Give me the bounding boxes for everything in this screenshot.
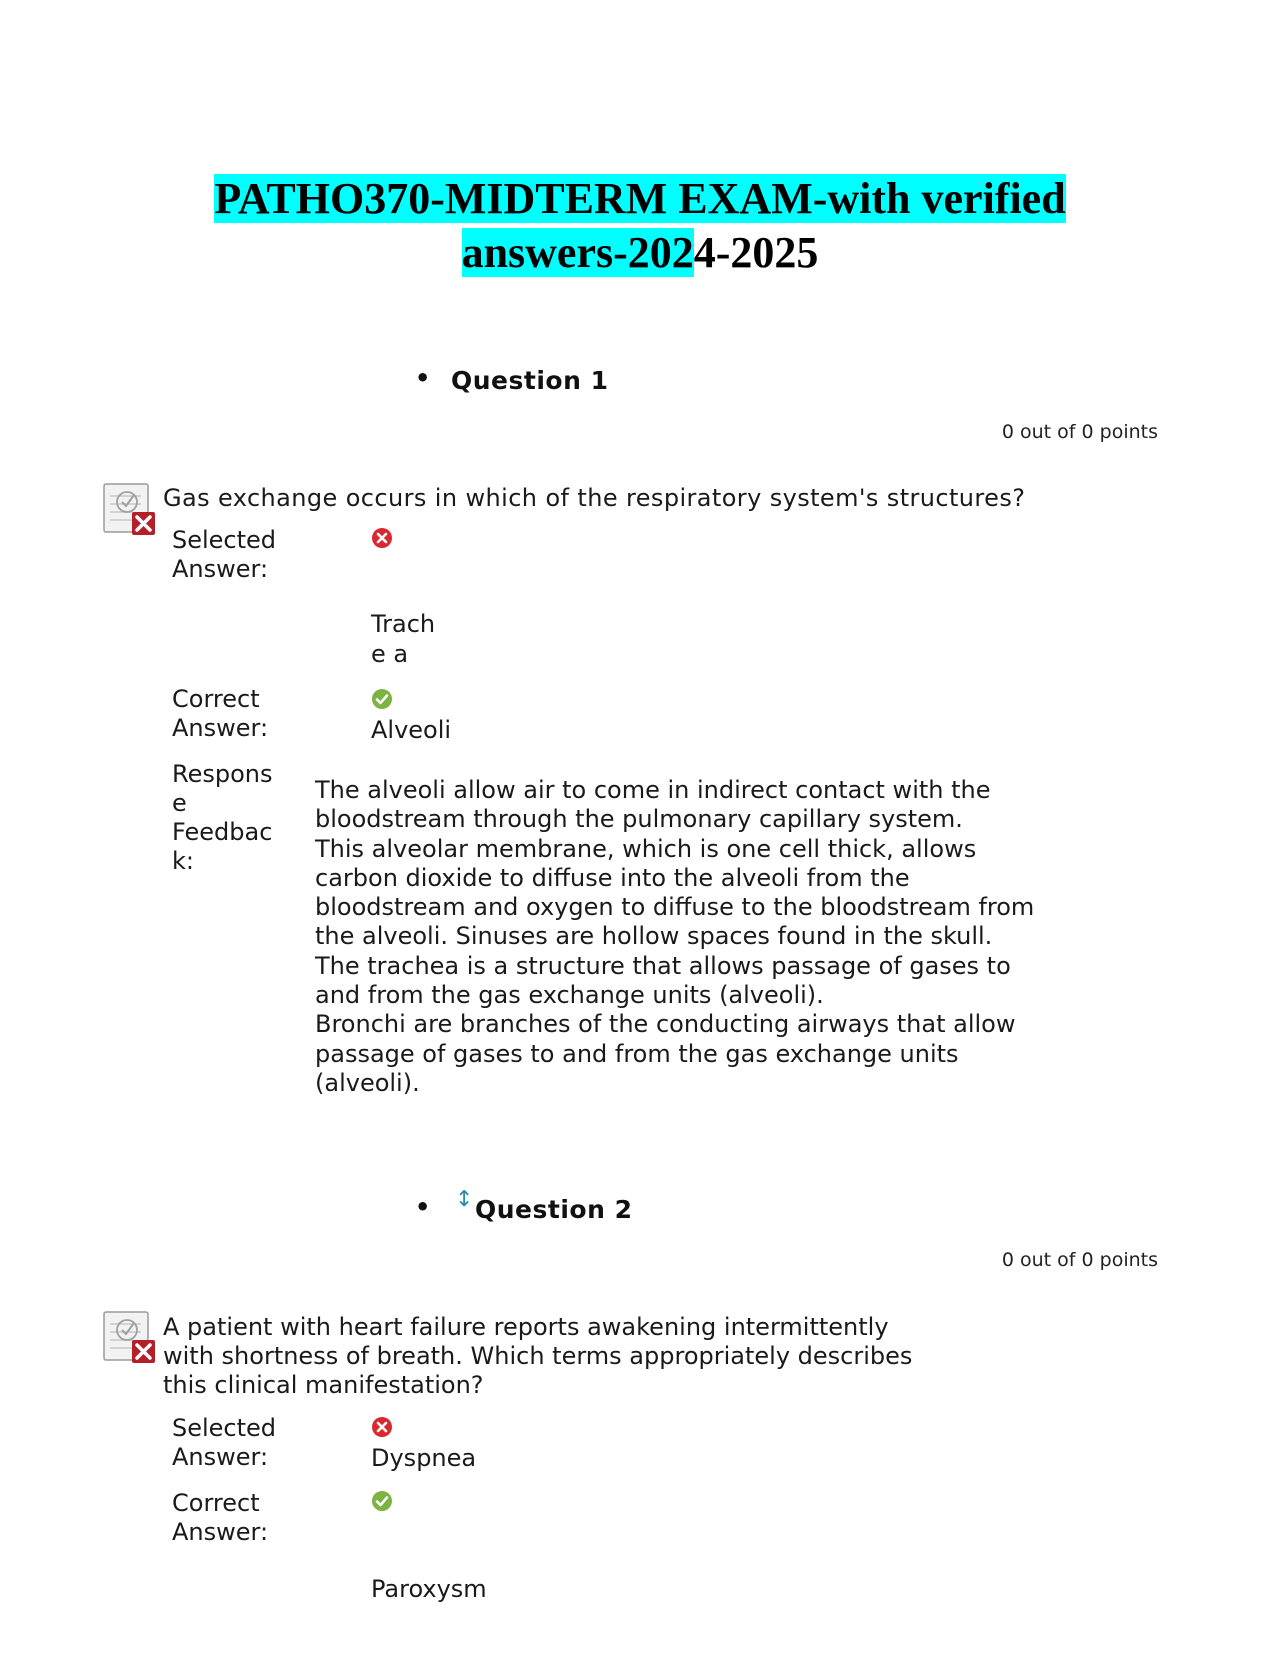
label-line: Answer: — [172, 714, 269, 742]
feedback-paragraph: This alveolar membrane, which is one cell thick, allows carbon dioxide to diffuse into the alveoli from the bloodstream and oxygen to diffuse to the bloodstream from the alveoli. Sinuses are hollow spaces found in the skull. The trachea is a structure that allows passage of gases to and from the gas exchange units (alveoli). — [315, 834, 1035, 1010]
question-2-selected-answer: Dyspnea — [371, 1444, 477, 1472]
title-line-2 — [0, 226, 1280, 280]
question-2-selected-label — [172, 1414, 276, 1472]
question-2-prompt-line: this clinical manifestation? — [163, 1371, 484, 1399]
label-line: Correct — [172, 1489, 260, 1517]
question-1-prompt — [163, 484, 1025, 513]
question-1-selected-label — [172, 526, 276, 584]
question-2-points: 0 out of 0 points — [1001, 1249, 1158, 1271]
question-2-title: Question 2 — [475, 1195, 633, 1224]
question-1-correct-answer: Alveoli — [371, 716, 452, 744]
bullet-icon: • — [415, 364, 431, 392]
question-2-prompt — [163, 1313, 912, 1400]
label-line: Selected — [172, 1414, 277, 1442]
drag-handle-icon[interactable]: ↕ — [455, 1187, 474, 1212]
label-line: Answer: — [172, 555, 269, 583]
question-2-correct-label — [172, 1489, 268, 1547]
question-1-title: Question 1 — [451, 366, 609, 395]
bullet-icon: • — [415, 1193, 431, 1221]
label-line: Correct — [172, 685, 260, 713]
question-1-points: 0 out of 0 points — [1001, 421, 1158, 443]
title-line-2-rest: 4-2025 — [693, 228, 819, 277]
check-circle-icon — [371, 1490, 393, 1512]
question-1-selected-answer — [371, 609, 435, 669]
title-line-2-highlighted: answers-202 — [461, 228, 694, 277]
question-1-correct-label — [172, 685, 268, 743]
question-1-feedback-label — [172, 760, 273, 876]
label-line: e — [172, 789, 187, 817]
x-circle-icon — [371, 1416, 393, 1438]
incorrect-question-icon — [103, 482, 159, 538]
title-line-1 — [0, 172, 1280, 226]
x-circle-icon — [371, 527, 393, 549]
answer-line: e a — [371, 640, 409, 668]
question-1-prompt-line: Gas exchange occurs in which of the respiratory system's structures? — [163, 484, 1026, 512]
feedback-paragraph: The alveoli allow air to come in indirect contact with the bloodstream through the pulmonary capillary system. — [315, 776, 991, 834]
label-line: k: — [172, 847, 194, 875]
check-circle-icon — [371, 688, 393, 710]
label-line: Answer: — [172, 1518, 269, 1546]
document-title — [0, 172, 1280, 280]
label-line: Respons — [172, 760, 273, 788]
feedback-paragraph: Bronchi are branches of the conducting airways that allow passage of gases to and from the gas exchange units (alveoli). — [315, 1010, 1016, 1097]
label-line: Answer: — [172, 1443, 269, 1471]
title-line-1-text: PATHO370-MIDTERM EXAM-with verified — [214, 174, 1066, 223]
question-2-prompt-line: A patient with heart failure reports awakening intermittently — [163, 1313, 889, 1341]
answer-line: Trach — [371, 610, 436, 638]
incorrect-question-icon — [103, 1310, 159, 1366]
question-2-prompt-line: with shortness of breath. Which terms appropriately describes — [163, 1342, 913, 1370]
question-2-correct-answer: Paroxysm — [371, 1575, 487, 1603]
question-1-feedback — [315, 776, 1035, 1098]
label-line: Selected — [172, 526, 277, 554]
label-line: Feedbac — [172, 818, 273, 846]
